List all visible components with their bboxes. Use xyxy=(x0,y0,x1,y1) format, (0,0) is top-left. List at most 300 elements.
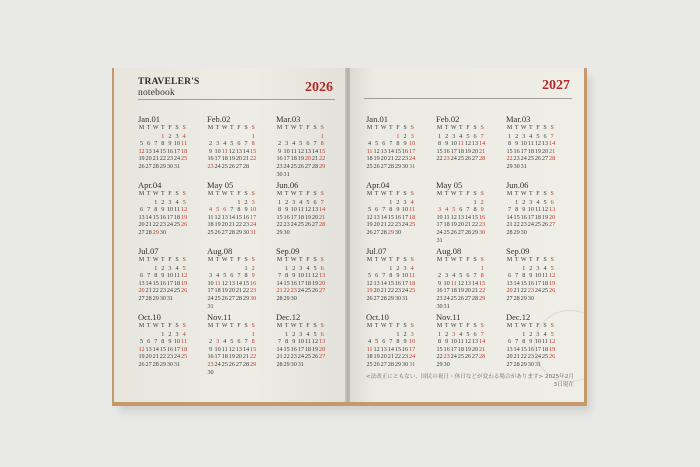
day-cell xyxy=(401,229,408,237)
day-cell: 10 xyxy=(297,272,304,280)
day-cell: 5 xyxy=(299,140,303,148)
day-cell: 6 xyxy=(550,198,554,206)
day-cell: 12 xyxy=(549,338,556,346)
weekday-label: T xyxy=(458,125,463,131)
day-cell: 24 xyxy=(401,287,409,295)
day-cell xyxy=(450,237,457,245)
day-cell: 3 xyxy=(299,330,303,338)
weekday-label: F xyxy=(168,191,172,197)
week-row xyxy=(207,199,273,207)
day-cell: 15 xyxy=(387,279,394,287)
weekday-label: M xyxy=(276,125,283,131)
day-cell: 20 xyxy=(380,353,387,361)
weekday-label: T xyxy=(229,323,234,329)
day-cell: 24 xyxy=(214,162,221,170)
day-cell: 24 xyxy=(401,221,409,229)
day-cell: 1 xyxy=(320,132,324,140)
week-row xyxy=(276,221,342,229)
day-cell: 20 xyxy=(145,155,152,163)
day-cell xyxy=(138,265,145,273)
day-cell: 8 xyxy=(154,206,158,214)
weekday-label: T xyxy=(444,191,449,197)
weekday-label: M xyxy=(366,125,373,131)
weekday-label: F xyxy=(466,323,470,329)
day-cell: 12 xyxy=(138,345,145,353)
week-row xyxy=(276,338,342,346)
day-cell xyxy=(319,295,326,303)
day-cell: 25 xyxy=(541,287,549,295)
day-cell: 27 xyxy=(506,360,513,368)
day-cell: 21 xyxy=(387,353,394,361)
weekday-label: W xyxy=(380,257,387,263)
weekday-label: W xyxy=(520,191,527,197)
day-cell: 14 xyxy=(380,279,387,287)
day-cell: 10 xyxy=(214,147,221,155)
day-cell xyxy=(138,199,145,207)
day-cell: 1 xyxy=(515,198,519,206)
day-cell: 28 xyxy=(380,228,387,236)
weekday-label: M xyxy=(207,191,214,197)
day-cell: 5 xyxy=(230,140,234,148)
day-cell: 10 xyxy=(207,279,214,287)
day-cell: 27 xyxy=(228,294,235,302)
day-cell: 9 xyxy=(515,140,519,148)
day-cell: 23 xyxy=(520,221,527,229)
day-cell: 31 xyxy=(283,170,290,178)
day-cell: 29 xyxy=(520,360,527,368)
day-cell xyxy=(145,133,152,141)
day-cell: 21 xyxy=(479,147,486,155)
day-cell: 3 xyxy=(168,198,172,206)
day-cell: 26 xyxy=(181,221,188,229)
day-cell: 31 xyxy=(443,302,450,310)
day-cell: 13 xyxy=(304,147,312,155)
day-cell: 19 xyxy=(181,213,188,221)
day-cell: 4 xyxy=(223,140,227,148)
day-cell: 30 xyxy=(401,360,409,368)
day-cell: 25 xyxy=(409,287,416,295)
day-cell: 27 xyxy=(319,287,326,295)
day-cell: 13 xyxy=(228,279,235,287)
day-cell: 7 xyxy=(278,272,282,280)
day-cell: 10 xyxy=(409,338,416,346)
weekday-label: T xyxy=(298,125,303,131)
day-cell xyxy=(471,303,478,311)
day-cell xyxy=(181,295,188,303)
month-name: Nov.11 xyxy=(436,312,461,322)
left-page xyxy=(114,68,347,402)
weekday-label: T xyxy=(528,257,533,263)
weekday-header xyxy=(276,323,342,331)
weekday-header xyxy=(436,257,502,265)
day-cell xyxy=(138,133,145,141)
weekday-label: F xyxy=(168,257,172,263)
day-cell: 23 xyxy=(290,287,297,295)
weekday-label: S xyxy=(473,191,477,197)
weekday-label: F xyxy=(237,125,241,131)
day-cell: 21 xyxy=(311,155,319,163)
month-name: Dec.12 xyxy=(506,312,531,322)
month-name: Jun.06 xyxy=(506,180,529,190)
day-cell: 26 xyxy=(464,353,472,361)
day-cell xyxy=(541,163,548,171)
week-row xyxy=(138,221,204,229)
day-cell: 2 xyxy=(285,198,289,206)
day-cell: 27 xyxy=(471,353,479,361)
weekday-label: T xyxy=(284,257,289,263)
week-row xyxy=(276,295,342,303)
day-cell: 10 xyxy=(401,206,409,214)
weekday-label: T xyxy=(374,125,379,131)
day-cell: 18 xyxy=(181,345,188,353)
day-cell: 15 xyxy=(242,279,250,287)
day-cell: 28 xyxy=(276,294,283,302)
day-cell: 21 xyxy=(513,287,520,295)
day-cell xyxy=(173,295,180,303)
day-cell: 16 xyxy=(443,147,450,155)
day-cell: 30 xyxy=(520,228,527,236)
day-cell: 12 xyxy=(534,140,542,148)
weekday-label: M xyxy=(506,323,513,329)
day-cell: 11 xyxy=(527,140,534,148)
day-cell: 24 xyxy=(527,221,534,229)
day-cell xyxy=(235,133,242,141)
week-row xyxy=(506,155,572,163)
week-row xyxy=(276,346,342,354)
weekday-label: W xyxy=(221,257,228,263)
day-cell xyxy=(464,265,471,273)
weekday-label: S xyxy=(403,191,407,197)
day-cell: 8 xyxy=(480,272,484,280)
month-name: Mar.03 xyxy=(276,114,301,124)
weekday-label: F xyxy=(466,191,470,197)
day-cell: 3 xyxy=(216,338,220,346)
weekday-label: S xyxy=(410,323,414,329)
month-name: Jun.06 xyxy=(276,180,299,190)
day-cell: 8 xyxy=(154,272,158,280)
day-cell: 6 xyxy=(147,140,151,148)
day-cell: 7 xyxy=(473,272,477,280)
day-cell: 22 xyxy=(436,155,443,163)
day-cell: 19 xyxy=(297,155,304,163)
week-row xyxy=(276,133,342,141)
day-cell: 16 xyxy=(207,353,214,361)
day-cell: 24 xyxy=(443,294,450,302)
weekday-label: S xyxy=(244,125,248,131)
day-cell xyxy=(311,133,318,141)
week-row xyxy=(276,214,342,222)
day-cell: 12 xyxy=(450,213,457,221)
month-left-3 xyxy=(276,114,342,178)
day-cell: 25 xyxy=(221,360,228,368)
day-cell: 20 xyxy=(221,221,228,229)
day-cell: 22 xyxy=(394,155,402,163)
month-left-10 xyxy=(138,312,204,369)
day-cell xyxy=(464,237,471,245)
day-cell: 27 xyxy=(319,353,326,361)
day-cell: 12 xyxy=(541,206,549,214)
month-name: Oct.10 xyxy=(366,312,389,322)
weekday-label: T xyxy=(514,191,519,197)
day-cell: 28 xyxy=(513,360,520,368)
week-row xyxy=(207,140,273,148)
weekday-label: T xyxy=(229,125,234,131)
day-cell: 8 xyxy=(320,140,324,148)
day-cell: 10 xyxy=(527,206,534,214)
day-cell: 27 xyxy=(380,162,387,170)
day-cell: 18 xyxy=(221,155,228,163)
day-cell: 5 xyxy=(313,264,317,272)
week-row xyxy=(138,133,204,141)
weekday-label: W xyxy=(152,125,159,131)
day-cell: 17 xyxy=(283,155,290,163)
day-cell xyxy=(527,163,534,171)
day-cell: 29 xyxy=(283,360,290,368)
day-cell: 30 xyxy=(290,360,297,368)
weekday-label: S xyxy=(480,125,484,131)
day-cell: 24 xyxy=(250,221,257,229)
day-cell: 5 xyxy=(543,198,547,206)
week-row xyxy=(366,163,432,171)
day-cell: 22 xyxy=(513,221,520,229)
day-cell: 15 xyxy=(520,345,527,353)
day-cell: 17 xyxy=(534,279,542,287)
day-cell xyxy=(304,361,311,369)
weekday-label: T xyxy=(388,125,393,131)
week-row xyxy=(436,221,502,229)
day-cell: 4 xyxy=(452,272,456,280)
day-cell: 16 xyxy=(159,279,166,287)
day-cell: 18 xyxy=(173,213,181,221)
weekday-label: F xyxy=(536,191,540,197)
day-cell: 17 xyxy=(409,147,416,155)
day-cell xyxy=(297,229,304,237)
day-cell: 4 xyxy=(223,338,227,346)
week-row xyxy=(506,214,572,222)
day-cell: 27 xyxy=(145,162,152,170)
weekday-label: S xyxy=(473,125,477,131)
day-cell: 23 xyxy=(290,353,297,361)
day-cell: 13 xyxy=(471,338,479,346)
day-cell: 28 xyxy=(319,221,326,229)
day-cell: 18 xyxy=(366,155,373,163)
weekday-label: W xyxy=(290,125,297,131)
day-cell xyxy=(541,229,548,237)
day-cell: 16 xyxy=(513,147,520,155)
day-cell: 20 xyxy=(373,287,380,295)
day-cell: 12 xyxy=(228,345,235,353)
day-cell: 23 xyxy=(513,155,520,163)
day-cell xyxy=(534,229,541,237)
weekday-label: T xyxy=(528,323,533,329)
day-cell: 10 xyxy=(214,345,221,353)
day-cell: 6 xyxy=(382,338,386,346)
weekday-label: S xyxy=(320,323,324,329)
day-cell: 23 xyxy=(276,162,283,170)
week-row xyxy=(436,338,502,346)
day-cell: 14 xyxy=(549,140,556,148)
day-cell xyxy=(297,295,304,303)
day-cell: 30 xyxy=(250,294,257,302)
weekday-label: S xyxy=(313,191,317,197)
week-row xyxy=(506,272,572,280)
week-row xyxy=(366,140,432,148)
weekday-label: M xyxy=(436,323,443,329)
weekday-label: M xyxy=(276,257,283,263)
day-cell: 14 xyxy=(311,147,319,155)
day-cell: 30 xyxy=(166,360,174,368)
week-row xyxy=(366,331,432,339)
week-row xyxy=(366,199,432,207)
day-cell: 3 xyxy=(438,206,442,214)
day-cell xyxy=(152,331,159,339)
weekday-label: S xyxy=(550,191,554,197)
day-cell: 11 xyxy=(542,272,548,280)
day-cell xyxy=(479,303,486,311)
day-cell: 3 xyxy=(299,264,303,272)
day-cell: 15 xyxy=(283,279,290,287)
day-cell: 16 xyxy=(166,345,174,353)
day-cell: 8 xyxy=(285,272,289,280)
day-cell: 10 xyxy=(534,338,542,346)
day-cell: 27 xyxy=(304,162,312,170)
day-cell: 19 xyxy=(311,345,319,353)
week-row xyxy=(138,295,204,303)
day-cell: 7 xyxy=(154,338,158,346)
weekday-label: S xyxy=(410,257,414,263)
day-cell: 3 xyxy=(522,132,526,140)
weekday-label: S xyxy=(313,323,317,329)
day-cell: 19 xyxy=(228,155,235,163)
day-cell: 2 xyxy=(480,198,484,206)
month-name: May 05 xyxy=(436,180,463,190)
day-cell: 6 xyxy=(459,206,463,214)
weekday-label: S xyxy=(175,125,179,131)
day-cell: 2 xyxy=(396,198,400,206)
week-row xyxy=(138,265,204,273)
day-cell: 16 xyxy=(290,345,297,353)
month-right-9 xyxy=(506,246,572,303)
day-cell: 2 xyxy=(168,132,172,140)
day-cell: 16 xyxy=(283,213,290,221)
weekday-label: M xyxy=(207,323,214,329)
day-cell: 24 xyxy=(409,353,416,361)
day-cell: 1 xyxy=(154,198,158,206)
day-cell: 30 xyxy=(527,294,534,302)
day-cell: 8 xyxy=(251,338,255,346)
weekday-header xyxy=(207,323,273,331)
day-cell: 6 xyxy=(375,272,379,280)
day-cell: 10 xyxy=(250,206,257,214)
week-row xyxy=(138,155,204,163)
day-cell xyxy=(380,199,387,207)
day-cell: 9 xyxy=(480,206,484,214)
week-row xyxy=(506,287,572,295)
day-cell xyxy=(311,295,318,303)
day-cell: 9 xyxy=(445,338,449,346)
day-cell: 23 xyxy=(394,287,402,295)
week-row xyxy=(366,265,432,273)
day-cell: 2 xyxy=(161,264,165,272)
day-cell: 1 xyxy=(480,264,484,272)
day-cell: 11 xyxy=(457,338,464,346)
day-cell: 13 xyxy=(380,345,387,353)
day-cell: 3 xyxy=(216,140,220,148)
day-cell: 8 xyxy=(396,338,400,346)
day-cell: 6 xyxy=(375,206,379,214)
day-cell: 24 xyxy=(297,353,304,361)
day-cell: 14 xyxy=(235,279,243,287)
day-cell: 2 xyxy=(161,198,165,206)
day-cell: 20 xyxy=(471,345,479,353)
day-cell: 18 xyxy=(541,345,549,353)
week-row xyxy=(436,155,502,163)
month-name: Aug.08 xyxy=(207,246,233,256)
day-cell: 4 xyxy=(445,206,449,214)
weekday-label: W xyxy=(520,323,527,329)
weekday-label: S xyxy=(244,257,248,263)
day-cell: 3 xyxy=(209,272,213,280)
day-cell: 13 xyxy=(221,213,228,221)
day-cell xyxy=(366,265,373,273)
weekday-label: T xyxy=(146,191,151,197)
day-cell: 6 xyxy=(223,206,227,214)
weekday-label: S xyxy=(410,191,414,197)
day-cell: 12 xyxy=(366,213,373,221)
day-cell: 30 xyxy=(283,228,290,236)
week-row xyxy=(436,287,502,295)
day-cell: 9 xyxy=(278,147,282,155)
day-cell: 5 xyxy=(140,140,144,148)
day-cell: 11 xyxy=(181,140,188,148)
day-cell: 28 xyxy=(228,228,235,236)
day-cell xyxy=(464,303,471,311)
day-cell: 13 xyxy=(506,345,513,353)
day-cell: 21 xyxy=(471,287,479,295)
day-cell: 5 xyxy=(216,206,220,214)
day-cell: 18 xyxy=(527,147,534,155)
day-cell xyxy=(145,265,152,273)
weekday-label: T xyxy=(146,323,151,329)
day-cell: 18 xyxy=(290,155,297,163)
day-cell: 6 xyxy=(382,140,386,148)
day-cell: 25 xyxy=(534,221,542,229)
day-cell xyxy=(513,331,520,339)
day-cell: 11 xyxy=(443,213,450,221)
day-cell xyxy=(436,265,443,273)
day-cell xyxy=(471,237,478,245)
day-cell: 20 xyxy=(471,147,479,155)
day-cell: 20 xyxy=(506,353,513,361)
day-cell xyxy=(214,265,221,273)
day-cell: 13 xyxy=(319,272,326,280)
weekday-label: S xyxy=(251,191,255,197)
day-cell: 17 xyxy=(450,147,457,155)
day-cell: 7 xyxy=(515,338,519,346)
day-cell xyxy=(304,229,311,237)
week-row xyxy=(506,221,572,229)
day-cell: 12 xyxy=(464,338,472,346)
day-cell: 17 xyxy=(527,213,534,221)
day-cell: 21 xyxy=(464,221,472,229)
day-cell: 3 xyxy=(251,198,255,206)
week-row xyxy=(207,272,273,280)
weekday-header xyxy=(506,125,572,133)
day-cell: 19 xyxy=(450,221,457,229)
week-row xyxy=(506,148,572,156)
day-cell xyxy=(443,199,450,207)
day-cell: 23 xyxy=(159,221,166,229)
